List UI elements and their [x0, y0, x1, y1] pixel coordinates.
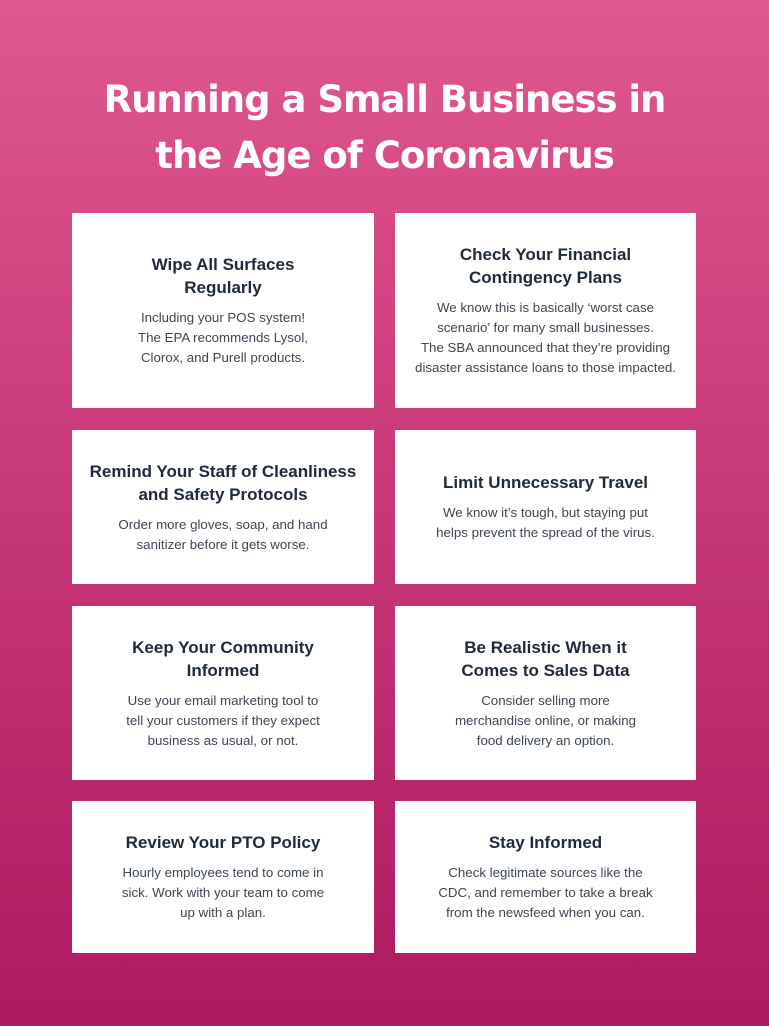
tip-card-body — [436, 503, 655, 543]
tip-card-title-line: Keep Your Community — [132, 637, 314, 657]
tip-card-body — [415, 298, 676, 378]
tip-card-body-line: disaster assistance loans to those impacted. — [415, 360, 676, 375]
tip-card-title — [90, 460, 357, 506]
tip-card-body-line: Hourly employees tend to come in — [122, 865, 324, 880]
tip-card-body — [126, 691, 320, 751]
tip-card-body-line: scenario’ for many small businesses. — [437, 320, 654, 335]
page-title-line-2: the Age of Coronavirus — [155, 134, 614, 177]
tip-card-title — [460, 243, 631, 289]
tip-card-title-line: Check Your Financial — [459, 245, 632, 264]
tip-card-stay-informed — [395, 801, 696, 953]
tip-card-title — [126, 831, 321, 854]
tip-card-title-line: Comes to Sales Data — [461, 660, 630, 680]
tip-card-staff-protocols — [72, 430, 374, 584]
tip-card-pto-policy — [72, 801, 374, 953]
tip-card-body-line: We know it’s tough, but staying put — [442, 505, 648, 520]
tip-card-body — [122, 863, 324, 923]
tip-card-title-line: Limit Unnecessary Travel — [442, 473, 649, 492]
page-title-line-1: Running a Small Business in — [103, 78, 666, 121]
tip-card-body — [138, 308, 308, 368]
tip-card-body-line: sanitizer before it gets worse. — [136, 536, 310, 552]
tip-card-body-line: food delivery an option. — [476, 732, 615, 748]
tip-card-title-line: Contingency Plans — [468, 268, 623, 287]
tip-card-body-line: business as usual, or not. — [147, 732, 299, 748]
tip-card-body-line: Order more gloves, soap, and hand — [118, 516, 328, 532]
tip-card-body-line: sick. Work with your team to come — [121, 885, 325, 900]
tip-card-title-line: Be Realistic When it — [464, 637, 627, 657]
tip-card-body-line: Use your email marketing tool to — [127, 692, 319, 708]
tip-card-limit-travel — [395, 430, 696, 584]
tip-card-body-line: Clorox, and Purell products. — [140, 350, 306, 365]
tip-card-body — [118, 515, 327, 555]
tip-card-body-line: CDC, and remember to take a break — [438, 885, 653, 900]
tip-card-financial-plans — [395, 213, 696, 408]
tip-card-body-line: from the newsfeed when you can. — [446, 905, 645, 920]
tip-card-title-line: Wipe All Surfaces — [151, 255, 295, 274]
tip-card-body-line: Check legitimate sources like the — [448, 865, 643, 880]
tip-card-sales-data — [395, 606, 696, 780]
tip-card-title-line: Informed — [186, 660, 260, 680]
tip-card-body — [438, 863, 652, 923]
tip-card-title-line: and Safety Protocols — [138, 484, 308, 504]
tip-card-wipe-surfaces — [72, 213, 374, 408]
tip-card-title-line: Regularly — [184, 278, 262, 297]
tip-card-title — [443, 471, 648, 494]
tip-card-body-line: The EPA recommends Lysol, — [138, 330, 308, 345]
tip-card-body-line: The SBA announced that they’re providing — [420, 340, 671, 355]
tip-card-title-line: Review Your PTO Policy — [125, 833, 321, 852]
tip-card-title — [152, 253, 295, 299]
tip-card-body-line: Including your POS system! — [140, 310, 306, 325]
tip-card-title — [489, 831, 602, 854]
tip-card-body-line: merchandise online, or making — [454, 712, 637, 728]
tip-card-community-informed — [72, 606, 374, 780]
tip-card-body-line: We know this is basically ‘worst case — [436, 300, 654, 315]
tip-card-body — [455, 691, 636, 751]
tip-card-body-line: tell your customers if they expect — [126, 712, 320, 728]
tip-card-title-line: Remind Your Staff of Cleanliness — [89, 461, 357, 481]
tip-card-title — [461, 636, 629, 682]
tip-card-body-line: up with a plan. — [180, 905, 266, 920]
tip-card-body-line: helps prevent the spread of the virus. — [436, 525, 655, 540]
tip-card-title — [132, 636, 314, 682]
tip-card-title-line: Stay Informed — [488, 833, 603, 852]
page-title — [0, 72, 769, 184]
tip-card-body-line: Consider selling more — [481, 692, 610, 708]
